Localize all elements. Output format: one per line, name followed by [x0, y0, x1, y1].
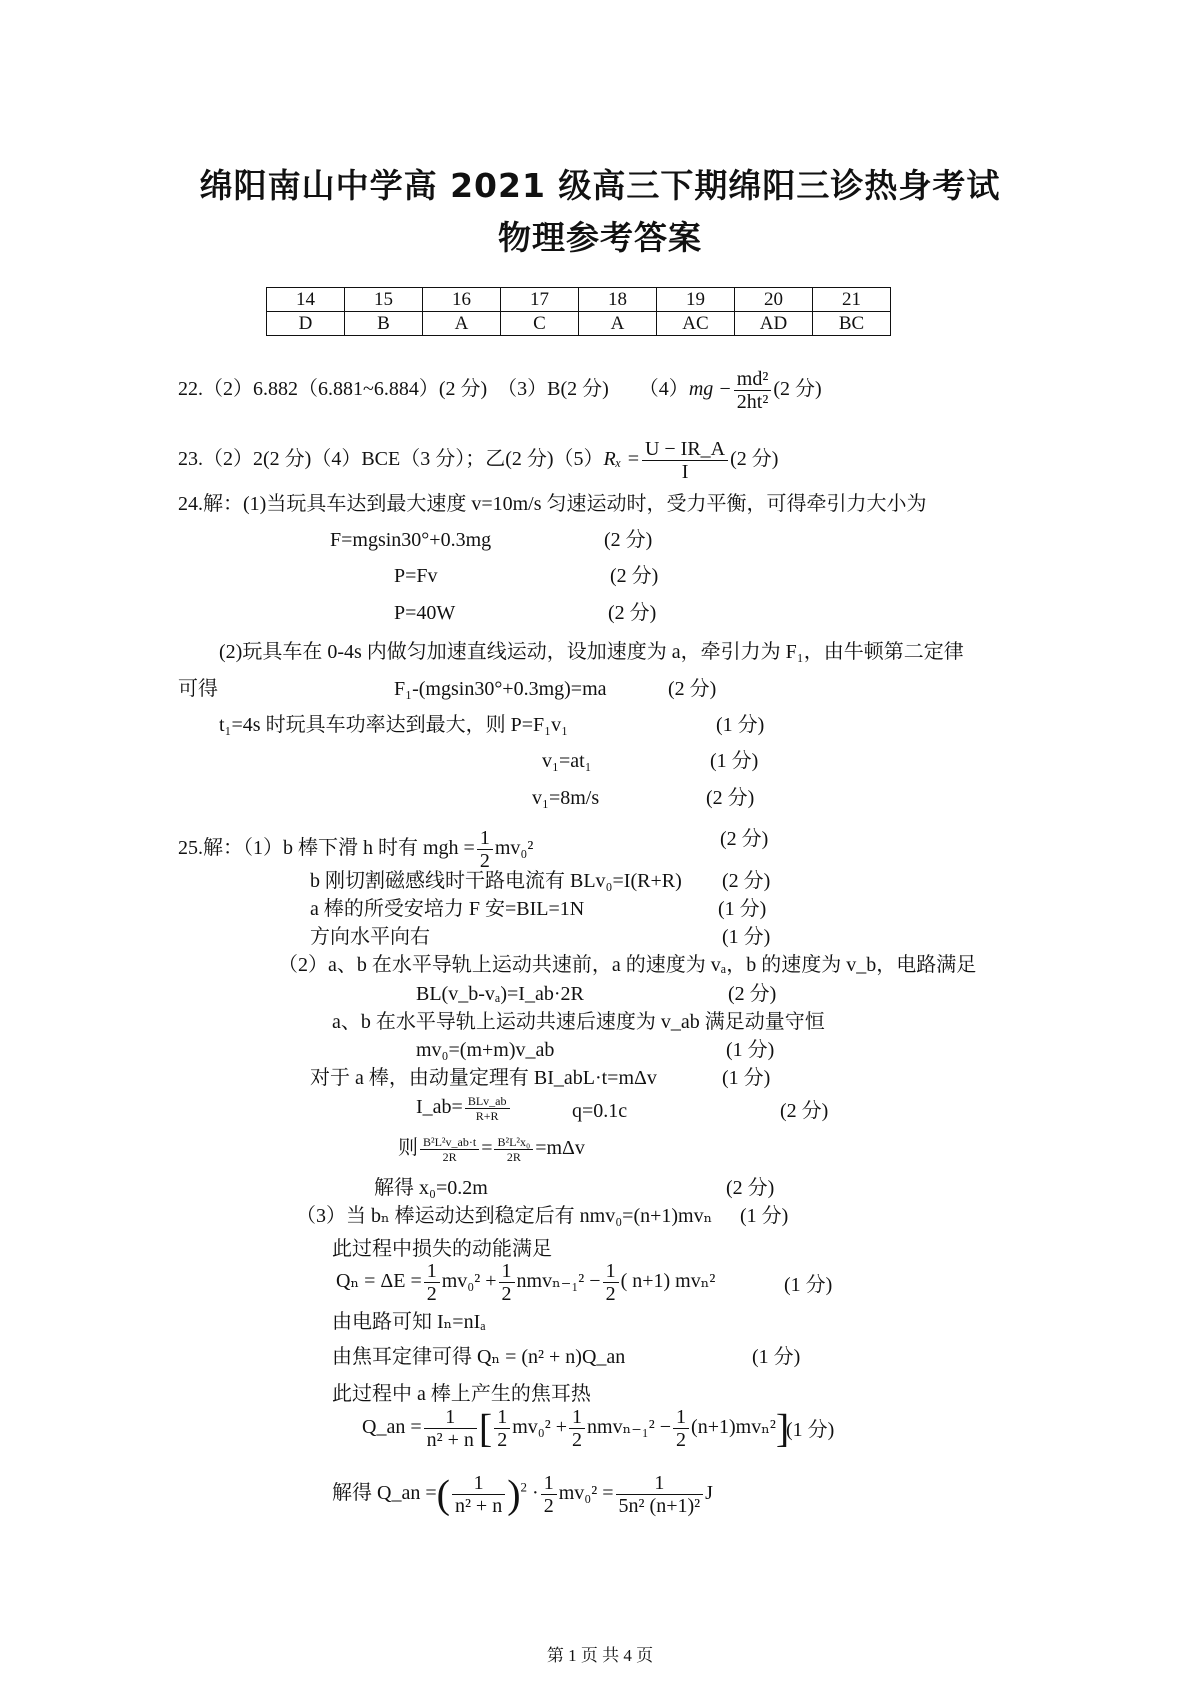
question-number: 16 [423, 288, 501, 312]
q24-eq6: v₁=at₁ [542, 750, 592, 772]
q24-eq7: v₁=8m/s [532, 787, 600, 809]
fraction: $\frac{1}{\text{n² + n}}$ [452, 1472, 505, 1517]
fraction: $\frac{\text{B²L²v\_ab·t}}{2R}$ [420, 1135, 479, 1164]
q25-eq12: 解得 x₀=0.2m [374, 1177, 488, 1199]
fraction: BLv_ab R+R [465, 1094, 510, 1123]
q25-eq7: a、b 在水平导轨上运动共速后速度为 v_ab 满足动量守恒 [332, 1011, 825, 1033]
answer-cell: C [501, 312, 579, 336]
q25-charge: q=0.1c [572, 1100, 628, 1122]
q24-score7: (2 分) [706, 787, 755, 809]
fraction: $\frac{1}{2}$ [499, 1260, 515, 1305]
q25-score15: (1 分) [784, 1274, 833, 1296]
q24-eq3: P=40W [394, 602, 456, 624]
q25-eq11: 则 $\frac{\text{B²L²v\_ab·t}}{2R}$ = $\frac{\text{B²L²x₀}}{2R}$ =mΔv [398, 1135, 585, 1164]
fraction: $\frac{1}{2}$ [603, 1260, 619, 1305]
q25-score1: (2 分) [720, 828, 769, 850]
q25-eq16: 由电路可知 Iₙ=nIₐ [332, 1311, 486, 1333]
q25-eq10: I_ab= BLv_ab R+R [416, 1094, 512, 1123]
q25-eq1: 25.解：（1）b 棒下滑 h 时有 mgh = $\frac{1}{2}$ mv₀² [178, 827, 534, 872]
left-paren: ( [436, 1471, 450, 1517]
page-number: 第 1 页 共 4 页 [546, 1646, 654, 1665]
fraction: $\frac{1}{2}$ [673, 1406, 689, 1451]
page-title: 绵阳南山中学高 2021 级高三下期绵阳三诊热身考试 [199, 166, 1001, 205]
right-paren: ) [507, 1471, 521, 1517]
q25-score6: (2 分) [728, 983, 777, 1005]
right-bracket: ] [775, 1405, 790, 1451]
q23-answer: 23.（2）2(2 分)（4）BCE（3 分）；乙(2 分)（5）Rₓ = $\frac{U - IR\_A}{I}$ (2 分) [178, 438, 779, 483]
q24-score3: (2 分) [608, 602, 657, 624]
q25-eq4: 方向水平向右 [310, 926, 430, 948]
fraction: $\frac{U - IR\_A}{I}$ [642, 438, 728, 483]
answer-cell: BC [813, 312, 891, 336]
q25-score9: (1 分) [722, 1067, 771, 1089]
q24-score5: (1 分) [716, 714, 765, 736]
q25-eq20: 解得 Q_an =( $\frac{1}{\text{n² + n}}$ )$^2$ · $\frac{1}{2}$ mv₀² = $\frac{1}{\text{5n² (n+1)²}}$ J [332, 1471, 713, 1517]
q24-eq5: t₁=4s 时玩具车功率达到最大，则 P=F₁v₁ [219, 714, 569, 736]
q22-answer: 22.（2）6.882（6.881~6.884）(2 分) （3）B(2 分) （4）mg − $\frac{\text{md²}}{\text{2ht²}}$ (2 分) [178, 368, 822, 413]
q25-eq6: BL(v_b-vₐ)=I_ab·2R [416, 983, 584, 1005]
q25-eq18: 此过程中 a 棒上产生的焦耳热 [332, 1383, 591, 1405]
question-number: 15 [345, 288, 423, 312]
q25-score13: (1 分) [740, 1205, 789, 1227]
left-bracket: [ [478, 1405, 493, 1451]
fraction: $\frac{1}{\text{n² + n}}$ [424, 1406, 477, 1451]
q25-score17: (1 分) [752, 1346, 801, 1368]
q24-score4: (2 分) [668, 678, 717, 700]
question-number: 17 [501, 288, 579, 312]
fraction: $\frac{1}{2}$ [424, 1260, 440, 1305]
q24-eq1: F=mgsin30°+0.3mg [330, 529, 492, 551]
answer-cell: AC [657, 312, 735, 336]
q24-eq4: F₁-(mgsin30°+0.3mg)=ma [394, 678, 607, 700]
fraction: $\frac{1}{\text{5n² (n+1)²}}$ [616, 1472, 704, 1517]
q25-score2: (2 分) [722, 870, 771, 892]
question-number: 18 [579, 288, 657, 312]
answer-table [266, 287, 891, 336]
q24-intro: 24.解：(1)当玩具车达到最大速度 v=10m/s 匀速运动时，受力平衡，可得牵引力大小为 [178, 493, 927, 515]
answer-cell: A [579, 312, 657, 336]
answer-cell: D [267, 312, 345, 336]
answer-cell: AD [735, 312, 813, 336]
fraction: $\frac{1}{2}$ [494, 1406, 510, 1451]
q25-eq17: 由焦耳定律可得 Qₙ = (n² + n)Q_an [332, 1346, 626, 1368]
question-number: 19 [657, 288, 735, 312]
q25-score3: (1 分) [718, 898, 767, 920]
answer-row [267, 312, 891, 336]
q25-eq3: a 棒的所受安培力 F 安=BIL=1N [310, 898, 585, 920]
q25-score19: (1 分) [786, 1419, 835, 1441]
q24-part2: (2)玩具车在 0-4s 内做匀加速直线运动，设加速度为 a，牵引力为 F₁，由牛顿第二定律 [219, 641, 964, 663]
q24-eq2: P=Fv [394, 565, 438, 587]
q25-score12: (2 分) [726, 1177, 775, 1199]
q25-eq8: mv₀=(m+m)v_ab [416, 1039, 555, 1061]
question-number: 20 [735, 288, 813, 312]
answer-cell: A [423, 312, 501, 336]
q25-part3: （3）当 bₙ 棒运动达到稳定后有 nmv₀=(n+1)mvₙ [296, 1205, 713, 1227]
q25-score10: (2 分) [780, 1100, 829, 1122]
page-subtitle: 物理参考答案 [498, 218, 702, 257]
answer-cell: B [345, 312, 423, 336]
q25-eq14: 此过程中损失的动能满足 [332, 1238, 552, 1260]
q25-score8: (1 分) [726, 1039, 775, 1061]
q25-eq2: b 刚切割磁感线时干路电流有 BLv₀=I(R+R) [310, 870, 682, 892]
q24-score6: (1 分) [710, 750, 759, 772]
fraction: $\frac{1}{2}$ [541, 1472, 557, 1517]
question-number: 14 [267, 288, 345, 312]
q25-eq15: Qₙ = ΔE = $\frac{1}{2}$ mv₀² + $\frac{1}{2}$ nmvₙ₋₁² − $\frac{1}{2}$ ( n+1) mvₙ² [336, 1260, 716, 1305]
fraction: $\frac{1}{2}$ [569, 1406, 585, 1451]
q25-score4: (1 分) [722, 926, 771, 948]
q24-score2: (2 分) [610, 565, 659, 587]
question-number: 21 [813, 288, 891, 312]
fraction: $\frac{\text{md²}}{\text{2ht²}}$ [734, 368, 772, 413]
question-number-row [267, 288, 891, 312]
fraction: $\frac{\text{B²L²x₀}}{2R}$ [494, 1135, 533, 1164]
q24-score1: (2 分) [604, 529, 653, 551]
q24-part2-cont: 可得 [178, 678, 218, 700]
q25-eq19: Q_an = $\frac{1}{\text{n² + n}}$ [ $\frac{1}{2}$ mv₀² + $\frac{1}{2}$ nmvₙ₋₁² − $\frac{1}{2}$ (n+1)mvₙ²] [362, 1405, 790, 1451]
q25-eq9: 对于 a 棒，由动量定理有 BI_abL·t=mΔv [310, 1067, 657, 1089]
q25-part2: （2）a、b 在水平导轨上运动共速前，a 的速度为 vₐ，b 的速度为 v_b，电路满足 [278, 954, 977, 976]
fraction: $\frac{1}{2}$ [477, 827, 493, 872]
